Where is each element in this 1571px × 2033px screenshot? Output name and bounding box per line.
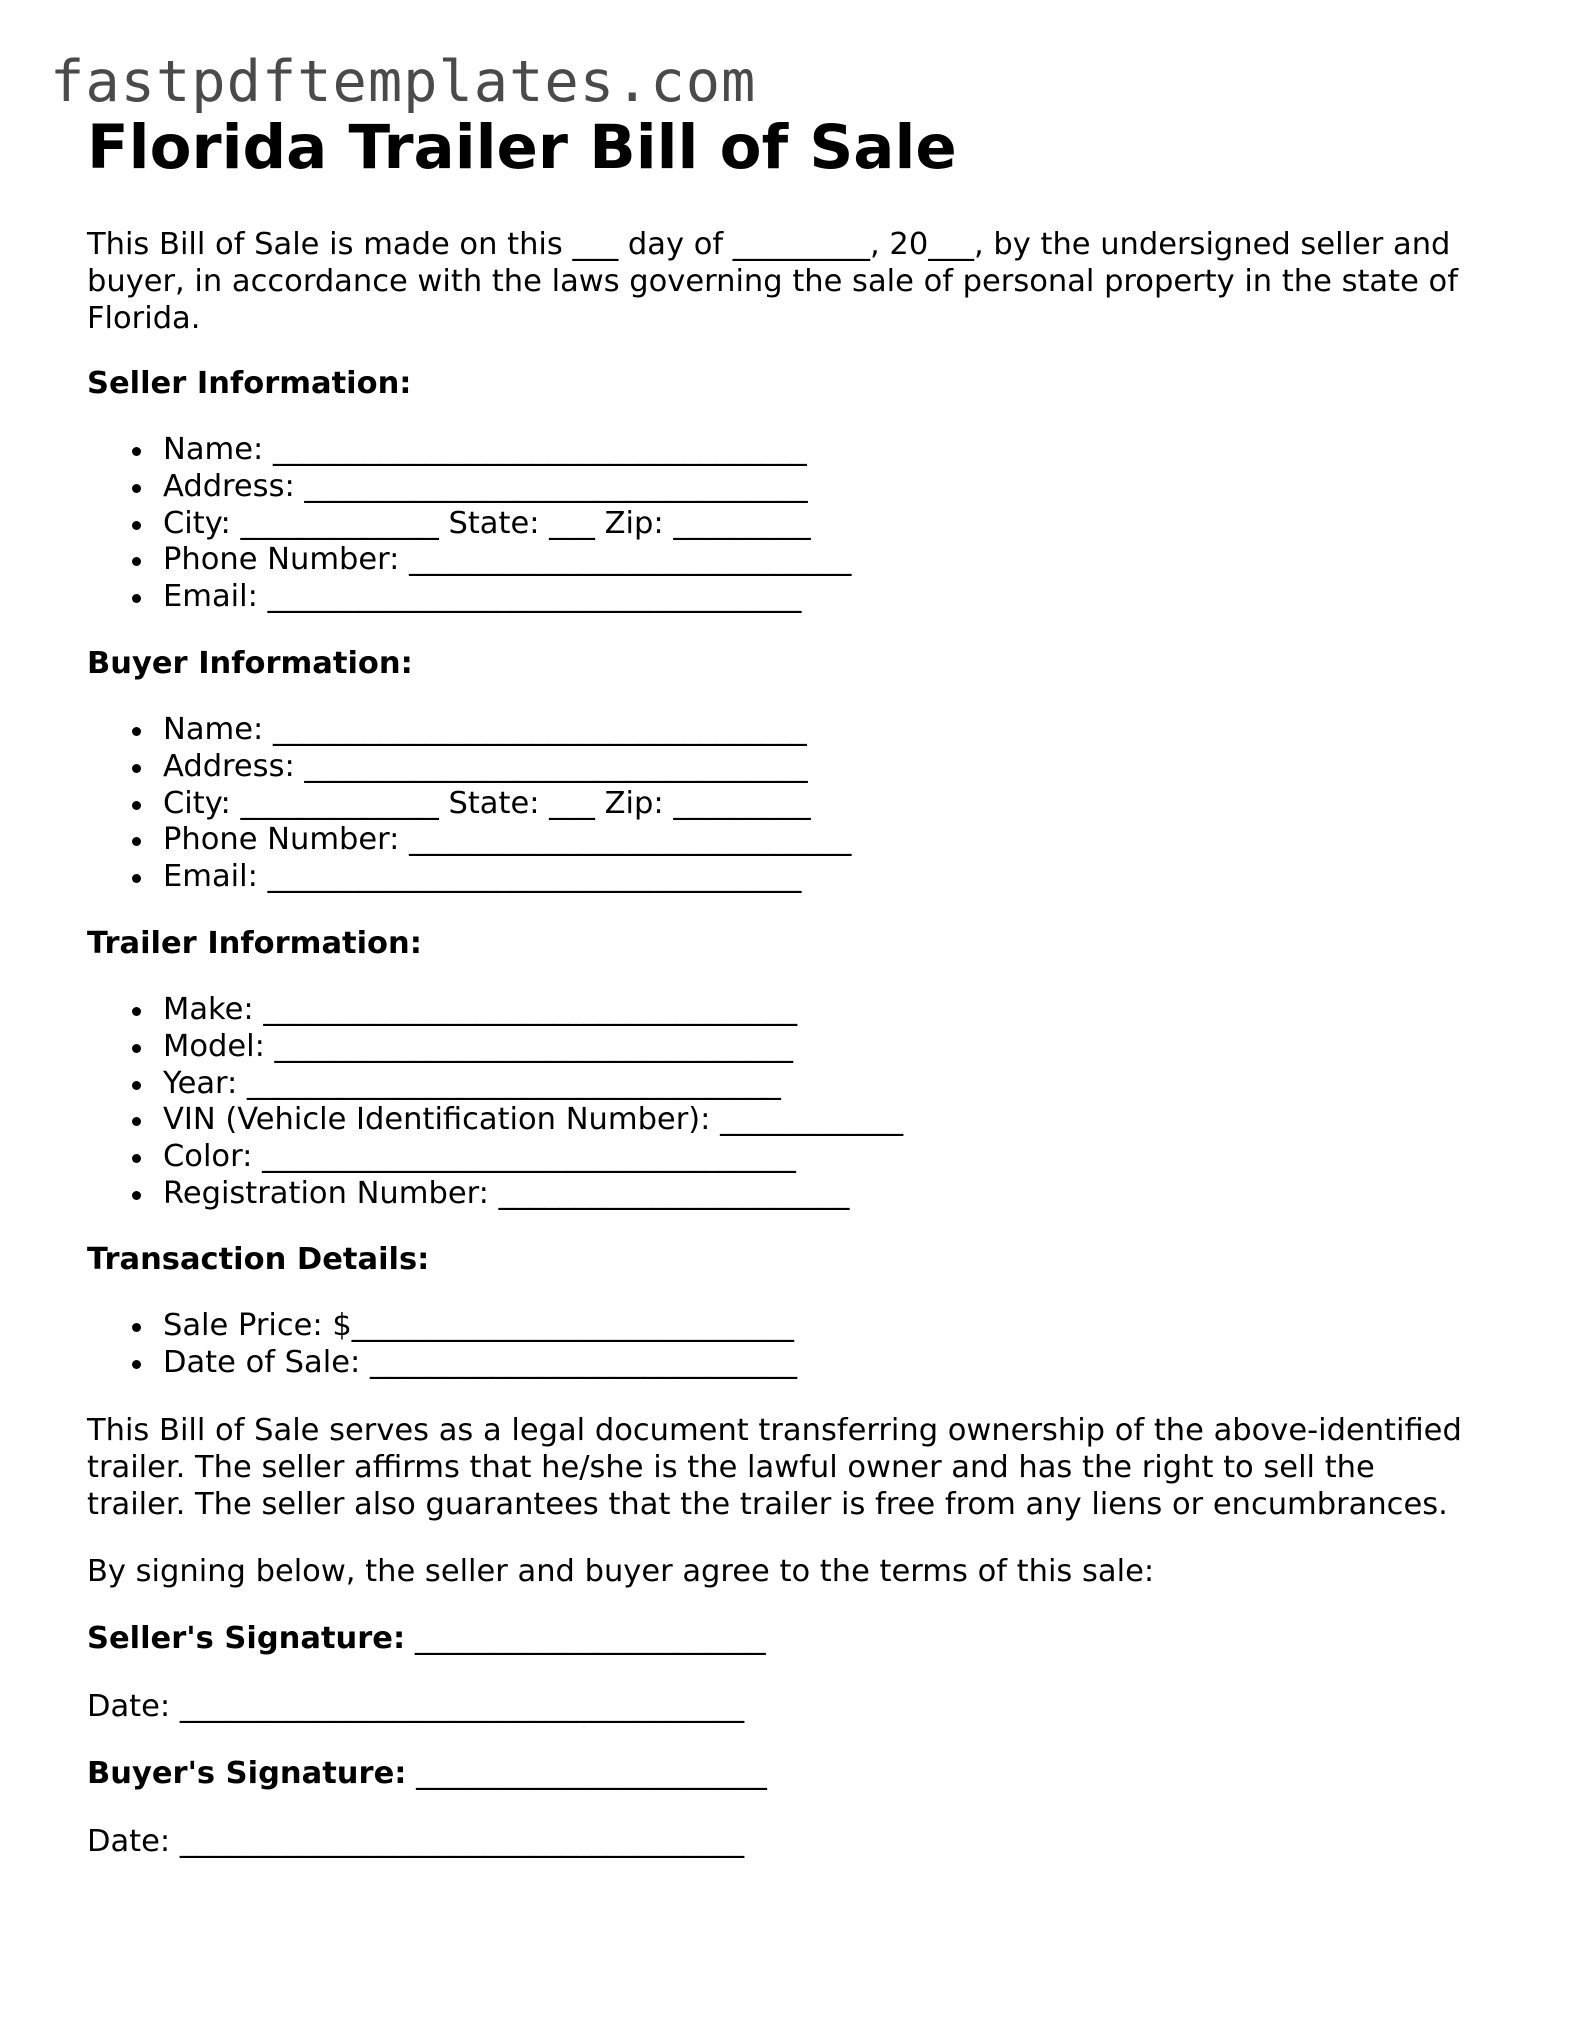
trailer-vin-field[interactable]: VIN (Vehicle Identification Number): ____________: [87, 1102, 903, 1139]
trailer-registration-field[interactable]: Registration Number: _______________________: [87, 1176, 903, 1213]
seller-signature-row: [87, 1620, 766, 1657]
legal-paragraph-line-3: trailer. The seller also guarantees that the trailer is free from any liens or encumbrances.: [87, 1487, 1448, 1522]
seller-signature-label: Seller's Signature:: [87, 1621, 406, 1656]
trailer-heading: Trailer Information:: [87, 926, 422, 961]
seller-signature-line[interactable]: _______________________: [414, 1621, 766, 1656]
legal-paragraph-line-2: trailer. The seller affirms that he/she is the lawful owner and has the right to sell the: [87, 1450, 1375, 1485]
seller-heading: Seller Information:: [87, 366, 412, 401]
agreement-statement: By signing below, the seller and buyer agree to the terms of this sale:: [87, 1554, 1155, 1589]
buyer-signature-label: Buyer's Signature:: [87, 1756, 407, 1791]
trailer-color-field[interactable]: Color: ___________________________________: [87, 1139, 903, 1176]
sale-price-field[interactable]: Sale Price: $_____________________________: [87, 1308, 797, 1345]
document-title: Florida Trailer Bill of Sale: [87, 112, 957, 183]
seller-phone-field[interactable]: Phone Number: _____________________________: [87, 542, 851, 579]
buyer-name-field[interactable]: Name: ___________________________________: [87, 712, 851, 749]
buyer-heading: Buyer Information:: [87, 646, 413, 681]
trailer-year-field[interactable]: Year: ___________________________________: [87, 1066, 903, 1103]
buyer-signature-row: [87, 1755, 767, 1792]
buyer-section: [87, 645, 851, 896]
trailer-fields: [87, 992, 903, 1213]
trailer-make-field[interactable]: Make: ___________________________________: [87, 992, 903, 1029]
watermark-text: fastpdftemplates.com: [50, 49, 757, 115]
seller-fields: [87, 432, 851, 616]
seller-address-field[interactable]: Address: _________________________________: [87, 469, 851, 506]
document-page: [87, 110, 1487, 1859]
buyer-fields: [87, 712, 851, 896]
buyer-city-state-zip-field[interactable]: City: _____________ State: ___ Zip: _________: [87, 786, 851, 823]
buyer-address-field[interactable]: Address: _________________________________: [87, 749, 851, 786]
seller-name-field[interactable]: Name: ___________________________________: [87, 432, 851, 469]
intro-paragraph: This Bill of Sale is made on this ___ day of _________, 20___, by the undersigned seller and buyer, in accordance with the laws governing the sale of personal property in the state of Florida.: [87, 227, 1458, 336]
transaction-section: [87, 1241, 797, 1382]
seller-email-field[interactable]: Email: ___________________________________: [87, 579, 851, 616]
transaction-fields: [87, 1308, 797, 1382]
legal-paragraph-line-1: This Bill of Sale serves as a legal document transferring ownership of the above-identified: [87, 1413, 1462, 1448]
trailer-section: [87, 925, 903, 1213]
seller-section: [87, 365, 851, 616]
transaction-heading: Transaction Details:: [87, 1242, 430, 1277]
trailer-model-field[interactable]: Model: __________________________________: [87, 1029, 903, 1066]
buyer-phone-field[interactable]: Phone Number: _____________________________: [87, 822, 851, 859]
buyer-date-field[interactable]: Date: _____________________________________: [87, 1824, 745, 1859]
seller-date-field[interactable]: Date: _____________________________________: [87, 1689, 745, 1724]
seller-city-state-zip-field[interactable]: City: _____________ State: ___ Zip: _________: [87, 506, 851, 543]
buyer-signature-line[interactable]: _______________________: [416, 1756, 767, 1791]
buyer-email-field[interactable]: Email: ___________________________________: [87, 859, 851, 896]
date-of-sale-field[interactable]: Date of Sale: ____________________________: [87, 1345, 797, 1382]
